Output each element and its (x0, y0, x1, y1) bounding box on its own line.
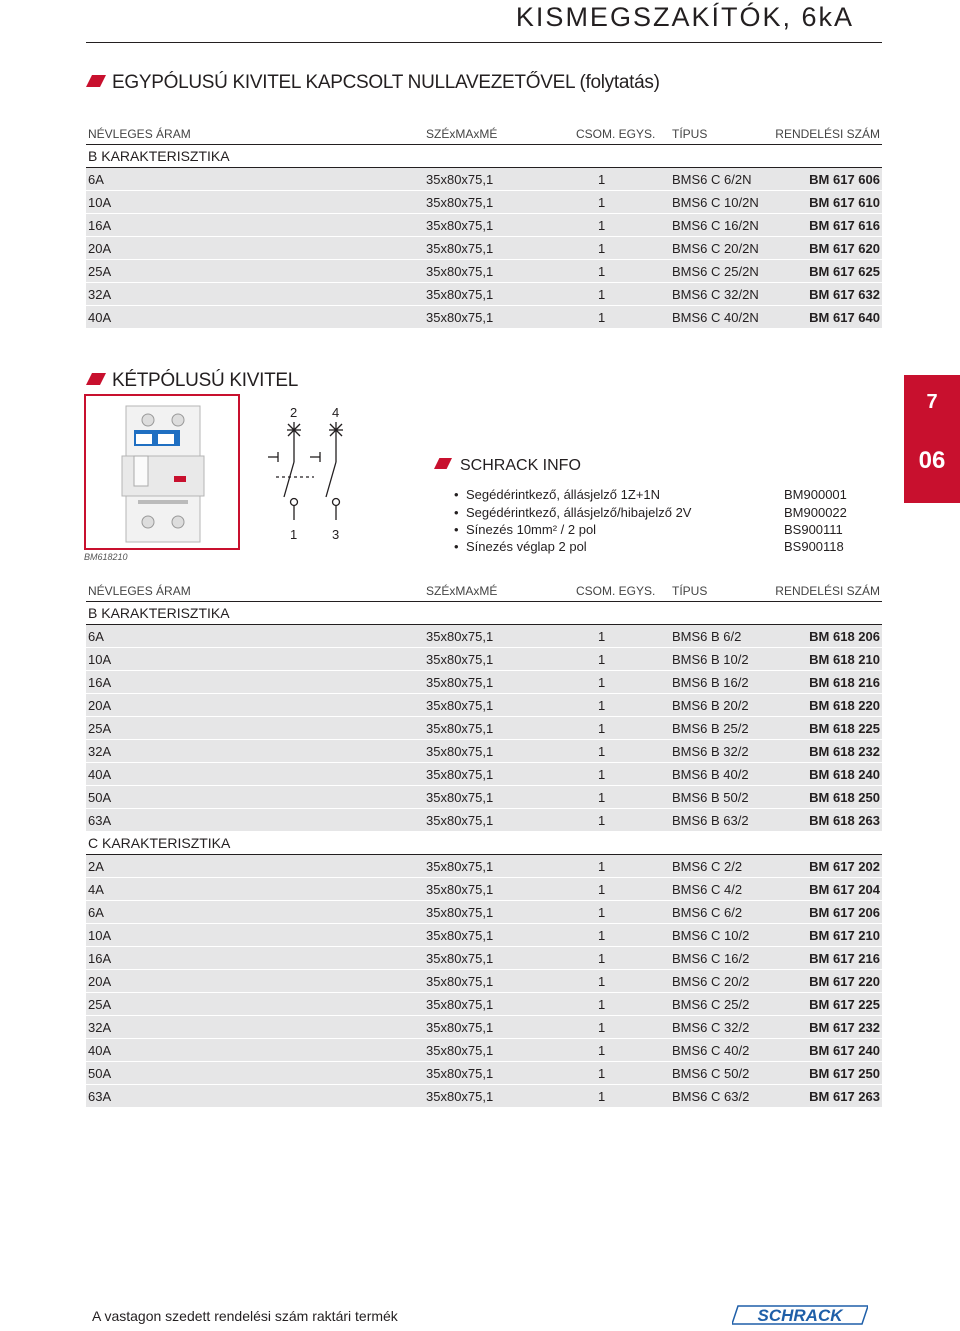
dimensions-cell: 35x80x75,1 (426, 721, 494, 736)
pack-unit-cell: 1 (598, 172, 606, 187)
pack-unit-cell: 1 (598, 813, 606, 828)
pack-unit-cell: 1 (598, 652, 606, 667)
terminal-label: 3 (332, 527, 340, 542)
terminal-label: 2 (290, 405, 298, 420)
info-code: BM900001 (784, 487, 847, 502)
pack-unit-cell: 1 (598, 928, 606, 943)
dimensions-cell: 35x80x75,1 (426, 675, 494, 690)
logo-icon (732, 1304, 868, 1326)
dimensions-cell: 35x80x75,1 (426, 905, 494, 920)
table-row (86, 283, 882, 306)
rated-current-cell: 16A (88, 218, 112, 233)
type-cell: BMS6 B 32/2 (672, 744, 749, 759)
table-row (86, 671, 882, 694)
pack-unit-cell: 1 (598, 241, 606, 256)
chapter-number: 7 (926, 391, 938, 413)
type-cell: BMS6 C 20/2N (672, 241, 759, 256)
section-heading-single-pole (86, 72, 660, 94)
dimensions-cell: 35x80x75,1 (426, 195, 494, 210)
pack-unit-cell: 1 (598, 767, 606, 782)
type-cell: BMS6 C 40/2N (672, 310, 759, 325)
terminal-label: 1 (290, 527, 298, 542)
order-number-cell: BM 618 225 (809, 721, 880, 736)
table-row (86, 901, 882, 924)
info-heading (434, 457, 581, 475)
type-cell: BMS6 B 10/2 (672, 652, 749, 667)
rated-current-cell: 10A (88, 195, 112, 210)
rated-current-cell: 63A (88, 1089, 112, 1104)
header-type: TÍPUS (672, 127, 708, 141)
dimensions-cell: 35x80x75,1 (426, 698, 494, 713)
rated-current-cell: 16A (88, 675, 112, 690)
rated-current-cell: 32A (88, 744, 112, 759)
type-cell: BMS6 C 10/2 (672, 928, 750, 943)
table-row (86, 306, 882, 329)
table-row (86, 1085, 882, 1108)
rated-current-cell: 6A (88, 629, 104, 644)
table-row (86, 855, 882, 878)
rated-current-cell: 4A (88, 882, 104, 897)
header-dimensions: SZÉxMAxMÉ (426, 584, 498, 598)
section-marker-icon (86, 75, 106, 87)
header-pack-unit: CSOM. EGYS. (576, 584, 656, 598)
info-item: • Sínezés 10mm² / 2 pol (466, 522, 596, 537)
rated-current-cell: 10A (88, 928, 112, 943)
logo-text: SCHRACK (757, 1306, 843, 1325)
type-cell: BMS6 C 20/2 (672, 974, 750, 989)
section-marker-icon (434, 458, 452, 469)
table-row (86, 924, 882, 947)
dimensions-cell: 35x80x75,1 (426, 1020, 494, 1035)
type-cell: BMS6 B 63/2 (672, 813, 749, 828)
dimensions-cell: 35x80x75,1 (426, 997, 494, 1012)
type-cell: BMS6 C 16/2N (672, 218, 759, 233)
type-cell: BMS6 C 10/2N (672, 195, 759, 210)
circuit-schematic (264, 402, 354, 542)
dimensions-cell: 35x80x75,1 (426, 629, 494, 644)
pack-unit-cell: 1 (598, 1089, 606, 1104)
pack-unit-cell: 1 (598, 882, 606, 897)
table-row (86, 763, 882, 786)
type-cell: BMS6 C 16/2 (672, 951, 750, 966)
group-label: B KARAKTERISZTIKA (88, 605, 230, 621)
rated-current-cell: 16A (88, 951, 112, 966)
pack-unit-cell: 1 (598, 675, 606, 690)
table-row (86, 694, 882, 717)
table-row (86, 970, 882, 993)
rated-current-cell: 2A (88, 859, 104, 874)
type-cell: BMS6 C 50/2 (672, 1066, 750, 1081)
table-single-pole (86, 122, 882, 329)
info-item: • Segédérintkező, állásjelző/hibajelző 2V (466, 505, 691, 520)
rated-current-cell: 20A (88, 698, 112, 713)
rated-current-cell: 40A (88, 767, 112, 782)
order-number-cell: BM 617 240 (809, 1043, 880, 1058)
type-cell: BMS6 C 25/2N (672, 264, 759, 279)
section-heading-two-pole (86, 370, 298, 392)
table-row (86, 878, 882, 901)
order-number-cell: BM 617 632 (809, 287, 880, 302)
table-header (86, 579, 882, 602)
info-title: SCHRACK INFO (460, 457, 581, 474)
type-cell: BMS6 B 20/2 (672, 698, 749, 713)
type-cell: BMS6 B 50/2 (672, 790, 749, 805)
order-number-cell: BM 618 263 (809, 813, 880, 828)
dimensions-cell: 35x80x75,1 (426, 1066, 494, 1081)
pack-unit-cell: 1 (598, 698, 606, 713)
pack-unit-cell: 1 (598, 287, 606, 302)
dimensions-cell: 35x80x75,1 (426, 744, 494, 759)
schrack-logo (732, 1304, 868, 1326)
dimensions-cell: 35x80x75,1 (426, 790, 494, 805)
header-order-number: RENDELÉSI SZÁM (775, 584, 880, 598)
type-cell: BMS6 B 25/2 (672, 721, 749, 736)
rated-current-cell: 63A (88, 813, 112, 828)
pack-unit-cell: 1 (598, 218, 606, 233)
type-cell: BMS6 C 25/2 (672, 997, 750, 1012)
rated-current-cell: 32A (88, 1020, 112, 1035)
group-header (86, 602, 882, 625)
table-row (86, 740, 882, 763)
pack-unit-cell: 1 (598, 721, 606, 736)
group-header (86, 145, 882, 168)
rated-current-cell: 6A (88, 905, 104, 920)
type-cell: BMS6 C 6/2N (672, 172, 752, 187)
table-row (86, 993, 882, 1016)
dimensions-cell: 35x80x75,1 (426, 813, 494, 828)
pack-unit-cell: 1 (598, 310, 606, 325)
dimensions-cell: 35x80x75,1 (426, 172, 494, 187)
group-label: C KARAKTERISZTIKA (88, 835, 231, 851)
order-number-cell: BM 617 625 (809, 264, 880, 279)
pack-unit-cell: 1 (598, 1020, 606, 1035)
order-number-cell: BM 617 640 (809, 310, 880, 325)
table-row (86, 214, 882, 237)
title-rule (86, 42, 882, 43)
order-number-cell: BM 617 206 (809, 905, 880, 920)
rated-current-cell: 6A (88, 172, 104, 187)
order-number-cell: BM 617 202 (809, 859, 880, 874)
info-code: BS900111 (784, 522, 843, 537)
pack-unit-cell: 1 (598, 195, 606, 210)
order-number-cell: BM 617 620 (809, 241, 880, 256)
rated-current-cell: 50A (88, 1066, 112, 1081)
pack-unit-cell: 1 (598, 1066, 606, 1081)
pack-unit-cell: 1 (598, 951, 606, 966)
dimensions-cell: 35x80x75,1 (426, 974, 494, 989)
order-number-cell: BM 618 232 (809, 744, 880, 759)
dimensions-cell: 35x80x75,1 (426, 882, 494, 897)
table-row (86, 1062, 882, 1085)
rated-current-cell: 20A (88, 241, 112, 256)
order-number-cell: BM 617 616 (809, 218, 880, 233)
table-row (86, 947, 882, 970)
table-header (86, 122, 882, 145)
header-pack-unit: CSOM. EGYS. (576, 127, 656, 141)
page-title: KISMEGSZAKÍTÓK, 6kA (515, 2, 854, 32)
order-number-cell: BM 617 610 (809, 195, 880, 210)
pack-unit-cell: 1 (598, 997, 606, 1012)
dimensions-cell: 35x80x75,1 (426, 287, 494, 302)
footnote: A vastagon szedett rendelési szám raktári termék (92, 1308, 398, 1324)
dimensions-cell: 35x80x75,1 (426, 951, 494, 966)
type-cell: BMS6 B 16/2 (672, 675, 749, 690)
type-cell: BMS6 C 4/2 (672, 882, 743, 897)
group-header (86, 832, 882, 855)
table-two-pole (86, 579, 882, 1108)
pack-unit-cell: 1 (598, 790, 606, 805)
switch-symbol-icon (264, 402, 354, 542)
rated-current-cell: 40A (88, 310, 112, 325)
rated-current-cell: 50A (88, 790, 112, 805)
type-cell: BMS6 C 6/2 (672, 905, 743, 920)
rated-current-cell: 20A (88, 974, 112, 989)
dimensions-cell: 35x80x75,1 (426, 1043, 494, 1058)
table-row (86, 168, 882, 191)
type-cell: BMS6 B 6/2 (672, 629, 742, 644)
rated-current-cell: 40A (88, 1043, 112, 1058)
dimensions-cell: 35x80x75,1 (426, 928, 494, 943)
order-number-cell: BM 618 220 (809, 698, 880, 713)
info-code: BM900022 (784, 505, 847, 520)
table-row (86, 648, 882, 671)
order-number-cell: BM 617 232 (809, 1020, 880, 1035)
order-number-cell: BM 618 250 (809, 790, 880, 805)
terminal-label: 4 (332, 405, 340, 420)
header-dimensions: SZÉxMAxMÉ (426, 127, 498, 141)
order-number-cell: BM 617 606 (809, 172, 880, 187)
pack-unit-cell: 1 (598, 1043, 606, 1058)
dimensions-cell: 35x80x75,1 (426, 767, 494, 782)
info-item: • Segédérintkező, állásjelző 1Z+1N (466, 487, 660, 502)
header-order-number: RENDELÉSI SZÁM (775, 127, 880, 141)
group-label: B KARAKTERISZTIKA (88, 148, 230, 164)
header-type: TÍPUS (672, 584, 708, 598)
chapter-subnumber: 06 (918, 447, 946, 474)
table-body (86, 625, 882, 832)
rated-current-cell: 25A (88, 264, 112, 279)
table-row (86, 191, 882, 214)
table-row (86, 1016, 882, 1039)
header-rated-current: NÉVLEGES ÁRAM (88, 584, 191, 598)
type-cell: BMS6 B 40/2 (672, 767, 749, 782)
rated-current-cell: 10A (88, 652, 112, 667)
table-row (86, 1039, 882, 1062)
table-row (86, 237, 882, 260)
order-number-cell: BM 617 216 (809, 951, 880, 966)
order-number-cell: BM 618 210 (809, 652, 880, 667)
table-row (86, 625, 882, 648)
table-body (86, 168, 882, 329)
rated-current-cell: 32A (88, 287, 112, 302)
order-number-cell: BM 617 263 (809, 1089, 880, 1104)
dimensions-cell: 35x80x75,1 (426, 859, 494, 874)
order-number-cell: BM 618 240 (809, 767, 880, 782)
header-rated-current: NÉVLEGES ÁRAM (88, 127, 191, 141)
order-number-cell: BM 618 206 (809, 629, 880, 644)
table-body (86, 855, 882, 1108)
order-number-cell: BM 617 210 (809, 928, 880, 943)
order-number-cell: BM 617 204 (809, 882, 880, 897)
type-cell: BMS6 C 2/2 (672, 859, 743, 874)
table-row (86, 786, 882, 809)
order-number-cell: BM 617 250 (809, 1066, 880, 1081)
pack-unit-cell: 1 (598, 974, 606, 989)
section-marker-icon (86, 373, 106, 385)
dimensions-cell: 35x80x75,1 (426, 652, 494, 667)
info-code: BS900118 (784, 539, 844, 554)
pack-unit-cell: 1 (598, 744, 606, 759)
dimensions-cell: 35x80x75,1 (426, 310, 494, 325)
order-number-cell: BM 618 216 (809, 675, 880, 690)
rated-current-cell: 25A (88, 721, 112, 736)
chapter-tab (904, 375, 960, 503)
dimensions-cell: 35x80x75,1 (426, 264, 494, 279)
section-title: EGYPÓLUSÚ KIVITEL KAPCSOLT NULLAVEZETŐVEL (folytatás) (112, 72, 660, 93)
rated-current-cell: 25A (88, 997, 112, 1012)
breaker-illustration (86, 396, 238, 548)
pack-unit-cell: 1 (598, 859, 606, 874)
table-row (86, 260, 882, 283)
type-cell: BMS6 C 32/2 (672, 1020, 750, 1035)
dimensions-cell: 35x80x75,1 (426, 241, 494, 256)
product-photo (84, 394, 240, 550)
section-title: KÉTPÓLUSÚ KIVITEL (112, 370, 299, 391)
table-row (86, 809, 882, 832)
dimensions-cell: 35x80x75,1 (426, 218, 494, 233)
dimensions-cell: 35x80x75,1 (426, 1089, 494, 1104)
pack-unit-cell: 1 (598, 264, 606, 279)
info-item: • Sínezés véglap 2 pol (466, 539, 587, 554)
order-number-cell: BM 617 225 (809, 997, 880, 1012)
type-cell: BMS6 C 63/2 (672, 1089, 750, 1104)
type-cell: BMS6 C 32/2N (672, 287, 759, 302)
pack-unit-cell: 1 (598, 905, 606, 920)
type-cell: BMS6 C 40/2 (672, 1043, 750, 1058)
table-row (86, 717, 882, 740)
pack-unit-cell: 1 (598, 629, 606, 644)
order-number-cell: BM 617 220 (809, 974, 880, 989)
photo-caption: BM618210 (84, 552, 128, 562)
